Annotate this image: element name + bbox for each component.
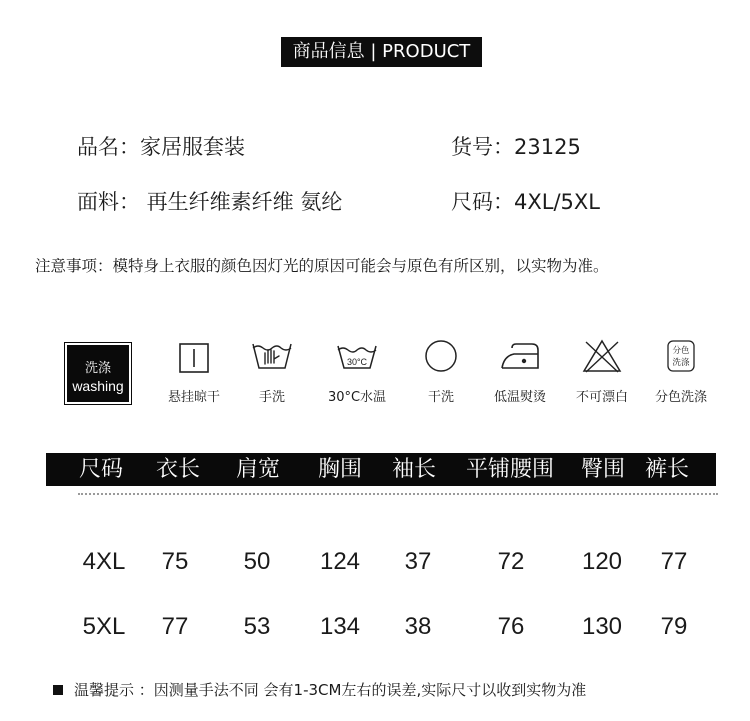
- item-number: 货号：23125: [451, 135, 581, 159]
- tip-bullet: [53, 685, 63, 695]
- header-hip: 臀围: [580, 457, 626, 482]
- table-cell: 5XL: [82, 613, 126, 640]
- header-shoulder: 肩宽: [235, 457, 281, 482]
- table-cell: 77: [161, 613, 189, 640]
- care-label-no-bleach: 不可漂白: [575, 390, 628, 405]
- separate-wash-text-2: 洗涤: [672, 358, 690, 368]
- header-sleeve: 袖长: [391, 457, 437, 482]
- table-cell: 72: [497, 548, 525, 575]
- washing-badge: [67, 345, 129, 402]
- fabric: 面料： 再生纤维素纤维 氨纶: [77, 190, 343, 214]
- product-name: 品名：家居服套装: [77, 135, 245, 159]
- table-cell: 76: [497, 613, 525, 640]
- size-range: 尺码：4XL/5XL: [451, 190, 600, 214]
- header-chest: 胸围: [317, 457, 363, 482]
- table-cell: 77: [660, 548, 688, 575]
- care-label-30c: 30°C水温: [327, 390, 387, 405]
- table-cell: 79: [660, 613, 688, 640]
- notice-text: 注意事项：模特身上衣服的颜色因灯光的原因可能会与原色有所区别，以实物为准。: [35, 257, 609, 275]
- table-cell: 4XL: [82, 548, 126, 575]
- table-cell: 38: [404, 613, 432, 640]
- tip-text: 温馨提示 ：因测量手法不同 会有1-3CM左右的误差,实际尺寸以收到实物为准: [74, 681, 587, 699]
- separate-wash-icon: [659, 338, 703, 374]
- table-cell: 75: [161, 548, 189, 575]
- hand-wash-icon: [250, 338, 294, 374]
- header-length: 衣长: [155, 457, 201, 482]
- dotted-divider: [78, 493, 718, 495]
- wash-30c-icon: [335, 338, 379, 374]
- no-bleach-icon: [580, 338, 624, 374]
- washing-badge-en: washing: [72, 378, 124, 394]
- separate-wash-text-1: 分色: [672, 346, 690, 356]
- header-waist: 平铺腰围: [465, 457, 555, 482]
- dry-clean-icon: [419, 338, 463, 374]
- washing-badge-zh: 洗涤: [84, 361, 111, 376]
- wash-30c-text: 30°C: [346, 357, 368, 367]
- care-label-separate-wash: 分色洗涤: [654, 390, 707, 405]
- header-pants-length: 裤长: [644, 457, 690, 482]
- low-iron-icon: [498, 338, 542, 374]
- section-title: 商品信息 | PRODUCT: [281, 37, 482, 67]
- table-cell: 120: [581, 548, 623, 575]
- care-label-hand-wash: 手洗: [258, 390, 285, 405]
- table-cell: 50: [243, 548, 271, 575]
- care-label-dry-clean: 干洗: [427, 390, 454, 405]
- care-label-low-iron: 低温熨烫: [493, 390, 546, 405]
- hang-dry-icon: [172, 338, 216, 374]
- table-cell: 124: [319, 548, 361, 575]
- table-cell: 53: [243, 613, 271, 640]
- header-size: 尺码: [78, 457, 124, 482]
- care-label-hang-dry: 悬挂晾干: [167, 390, 220, 405]
- table-cell: 134: [319, 613, 361, 640]
- table-cell: 37: [404, 548, 432, 575]
- table-cell: 130: [581, 613, 623, 640]
